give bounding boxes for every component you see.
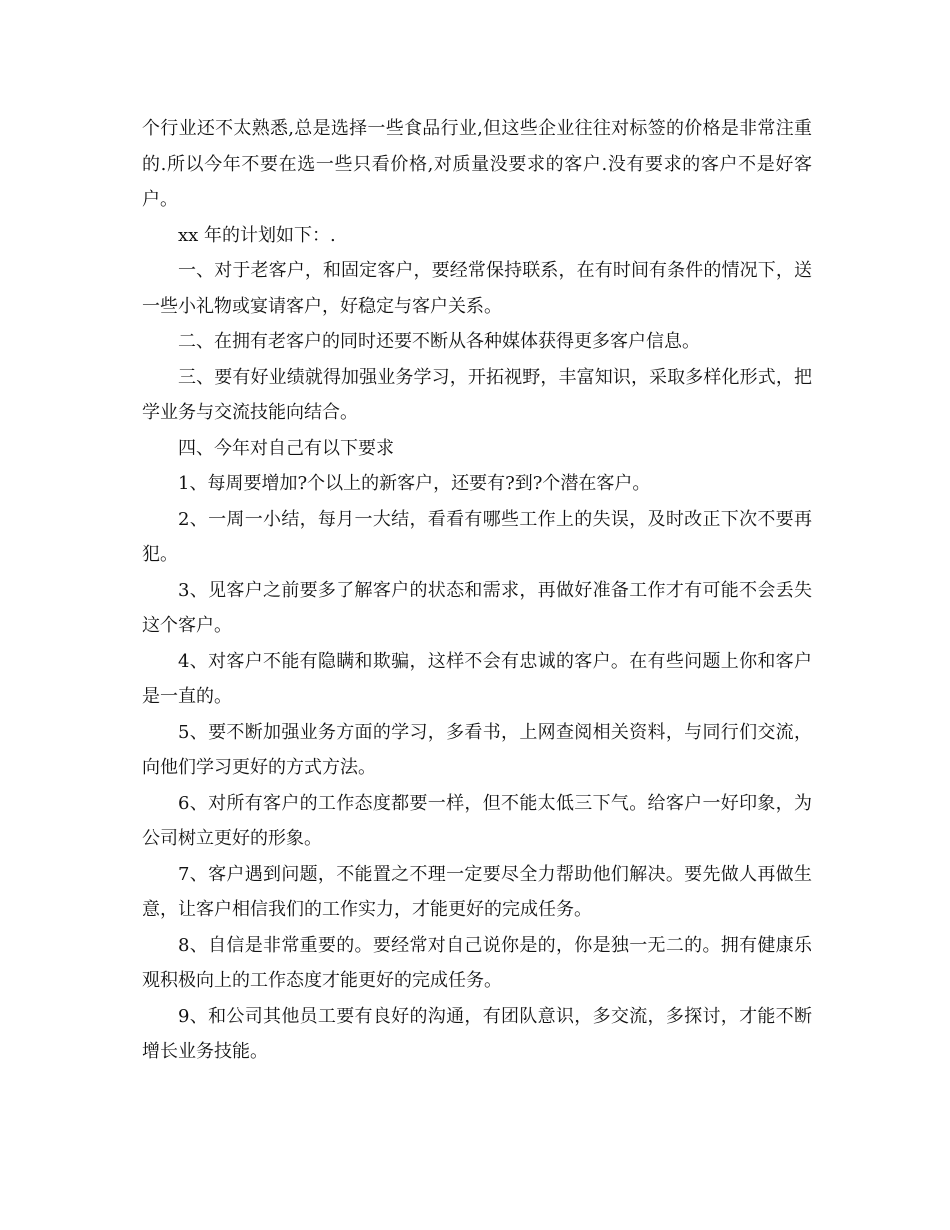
paragraph-requirement-3: 3、见客户之前要多了解客户的状态和需求，再做好准备工作才有可能不会丢失这个客户。	[142, 579, 812, 636]
paragraph-requirement-5: 5、要不断加强业务方面的学习，多看书，上网查阅相关资料，与同行们交流，向他们学习更好的方式方法。	[142, 721, 812, 778]
paragraph-requirement-7: 7、客户遇到问题，不能置之不理一定要尽全力帮助他们解决。要先做人再做生意，让客户相信我们的工作实力，才能更好的完成任务。	[142, 863, 812, 920]
paragraph-item-two: 二、在拥有老客户的同时还要不断从各种媒体获得更多客户信息。	[178, 331, 700, 352]
paragraph-requirement-2: 2、一周一小结，每月一大结，看看有哪些工作上的失误，及时改正下次不要再犯。	[142, 508, 812, 565]
paragraph-requirement-4: 4、对客户不能有隐瞒和欺骗，这样不会有忠诚的客户。在有些问题上你和客户是一直的。	[142, 650, 812, 707]
document-body	[142, 111, 812, 1070]
paragraph-item-four: 四、今年对自己有以下要求	[178, 437, 394, 459]
paragraph-continuation: 个行业还不太熟悉,总是选择一些食品行业,但这些企业往往对标签的价格是非常注重的.所以今年不要在选一些只看价格,对质量没要求的客户.没有要求的客户不是好客户。	[142, 118, 812, 210]
paragraph-requirement-8: 8、自信是非常重要的。要经常对自己说你是的，你是独一无二的。拥有健康乐观积极向上的工作态度才能更好的完成任务。	[142, 934, 812, 991]
paragraph-plan-intro: xx 年的计划如下：.	[178, 224, 336, 246]
paragraph-item-three: 三、要有好业绩就得加强业务学习，开拓视野，丰富知识，采取多样化形式，把学业务与交流技能向结合。	[142, 366, 812, 423]
paragraph-requirement-9: 9、和公司其他员工要有良好的沟通，有团队意识，多交流，多探讨，才能不断增长业务技能。	[142, 1005, 812, 1062]
paragraph-requirement-6: 6、对所有客户的工作态度都要一样，但不能太低三下气。给客户一好印象，为公司树立更好的形象。	[142, 792, 812, 849]
paragraph-item-one: 一、对于老客户，和固定客户，要经常保持联系，在有时间有条件的情况下，送一些小礼物或宴请客户，好稳定与客户关系。	[142, 260, 812, 317]
paragraph-requirement-1: 1、每周要增加?个以上的新客户，还要有?到?个潜在客户。	[178, 473, 651, 494]
